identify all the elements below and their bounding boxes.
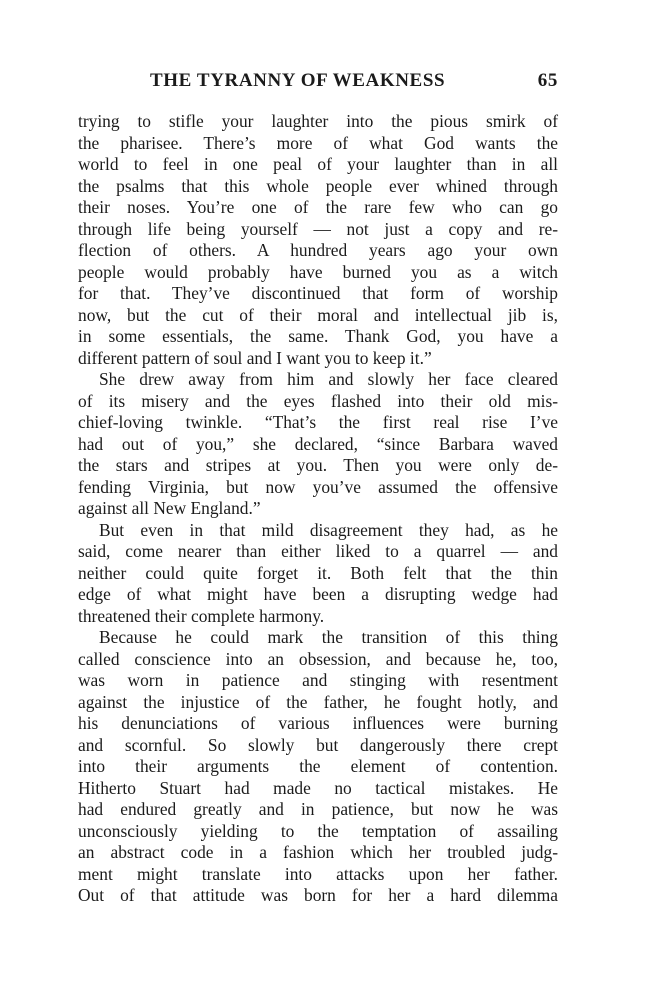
- body-text: [78, 111, 558, 907]
- text-line: and scornful. So slowly but dangerously there crept: [78, 734, 558, 755]
- text-line: his denunciations of various influences were burning: [78, 713, 558, 733]
- text-line: the stars and stripes at you. Then you were only de-: [78, 455, 558, 475]
- text-line: She drew away from him and slowly her face cleared: [99, 369, 558, 389]
- text-line: flection of others. A hundred years ago your own: [78, 240, 558, 260]
- text-line: ment might translate into attacks upon her father.: [78, 863, 558, 884]
- text-line: different pattern of soul and I want you to keep it.”: [78, 347, 432, 368]
- text-line: the pharisee. There’s more of what God wants the: [78, 132, 558, 153]
- running-head: [150, 70, 558, 96]
- text-line: Because he could mark the transition of this thing: [99, 627, 558, 647]
- text-line: through life being yourself — not just a copy and re-: [78, 218, 558, 239]
- text-line: chief-loving twinkle. “That’s the first real rise I’ve: [78, 412, 558, 432]
- text-line: unconsciously yielding to the temptation of assailing: [78, 820, 558, 841]
- text-line: now, but the cut of their moral and intellectual jib is,: [78, 304, 558, 325]
- text-line: But even in that mild disagreement they had, as he: [99, 519, 558, 540]
- text-line: said, come nearer than either liked to a quarrel — and: [78, 541, 558, 561]
- text-line: trying to stifle your laughter into the pious smirk of: [78, 111, 558, 131]
- page-number: 65: [537, 70, 558, 91]
- text-line: was worn in patience and stinging with resentment: [78, 670, 558, 690]
- text-line: had endured greatly and in patience, but now he was: [78, 799, 558, 819]
- text-line: threatened their complete harmony.: [78, 605, 325, 626]
- text-line: for that. They’ve discontinued that form of worship: [78, 283, 558, 303]
- text-line: neither could quite forget it. Both felt that the thin: [78, 562, 558, 583]
- text-line: Hitherto Stuart had made no tactical mistakes. He: [78, 777, 558, 798]
- text-line: the psalms that this whole people ever whined through: [78, 175, 558, 196]
- text-line: fending Virginia, but now you’ve assumed the offensive: [78, 476, 558, 497]
- text-line: their noses. You’re one of the rare few who can go: [78, 197, 558, 217]
- text-line: Out of that attitude was born for her a hard dilemma: [78, 885, 558, 905]
- text-line: in some essentials, the same. Thank God, you have a: [78, 326, 558, 346]
- text-line: people would probably have burned you as a witch: [78, 261, 558, 282]
- text-line: against all New England.”: [78, 498, 261, 518]
- text-line: edge of what might have been a disrupting wedge had: [78, 584, 558, 604]
- text-line: world to feel in one peal of your laughter than in all: [78, 154, 558, 174]
- running-head-title: THE TYRANNY OF WEAKNESS: [150, 70, 446, 91]
- text-line: of its misery and the eyes flashed into their old mis-: [78, 390, 558, 411]
- text-line: had out of you,” she declared, “since Barbara waved: [78, 433, 558, 454]
- text-line: against the injustice of the father, he fought hotly, and: [78, 691, 558, 712]
- text-line: an abstract code in a fashion which her troubled judg-: [78, 842, 558, 862]
- text-line: into their arguments the element of contention.: [78, 756, 558, 776]
- text-line: called conscience into an obsession, and because he, too,: [78, 648, 558, 669]
